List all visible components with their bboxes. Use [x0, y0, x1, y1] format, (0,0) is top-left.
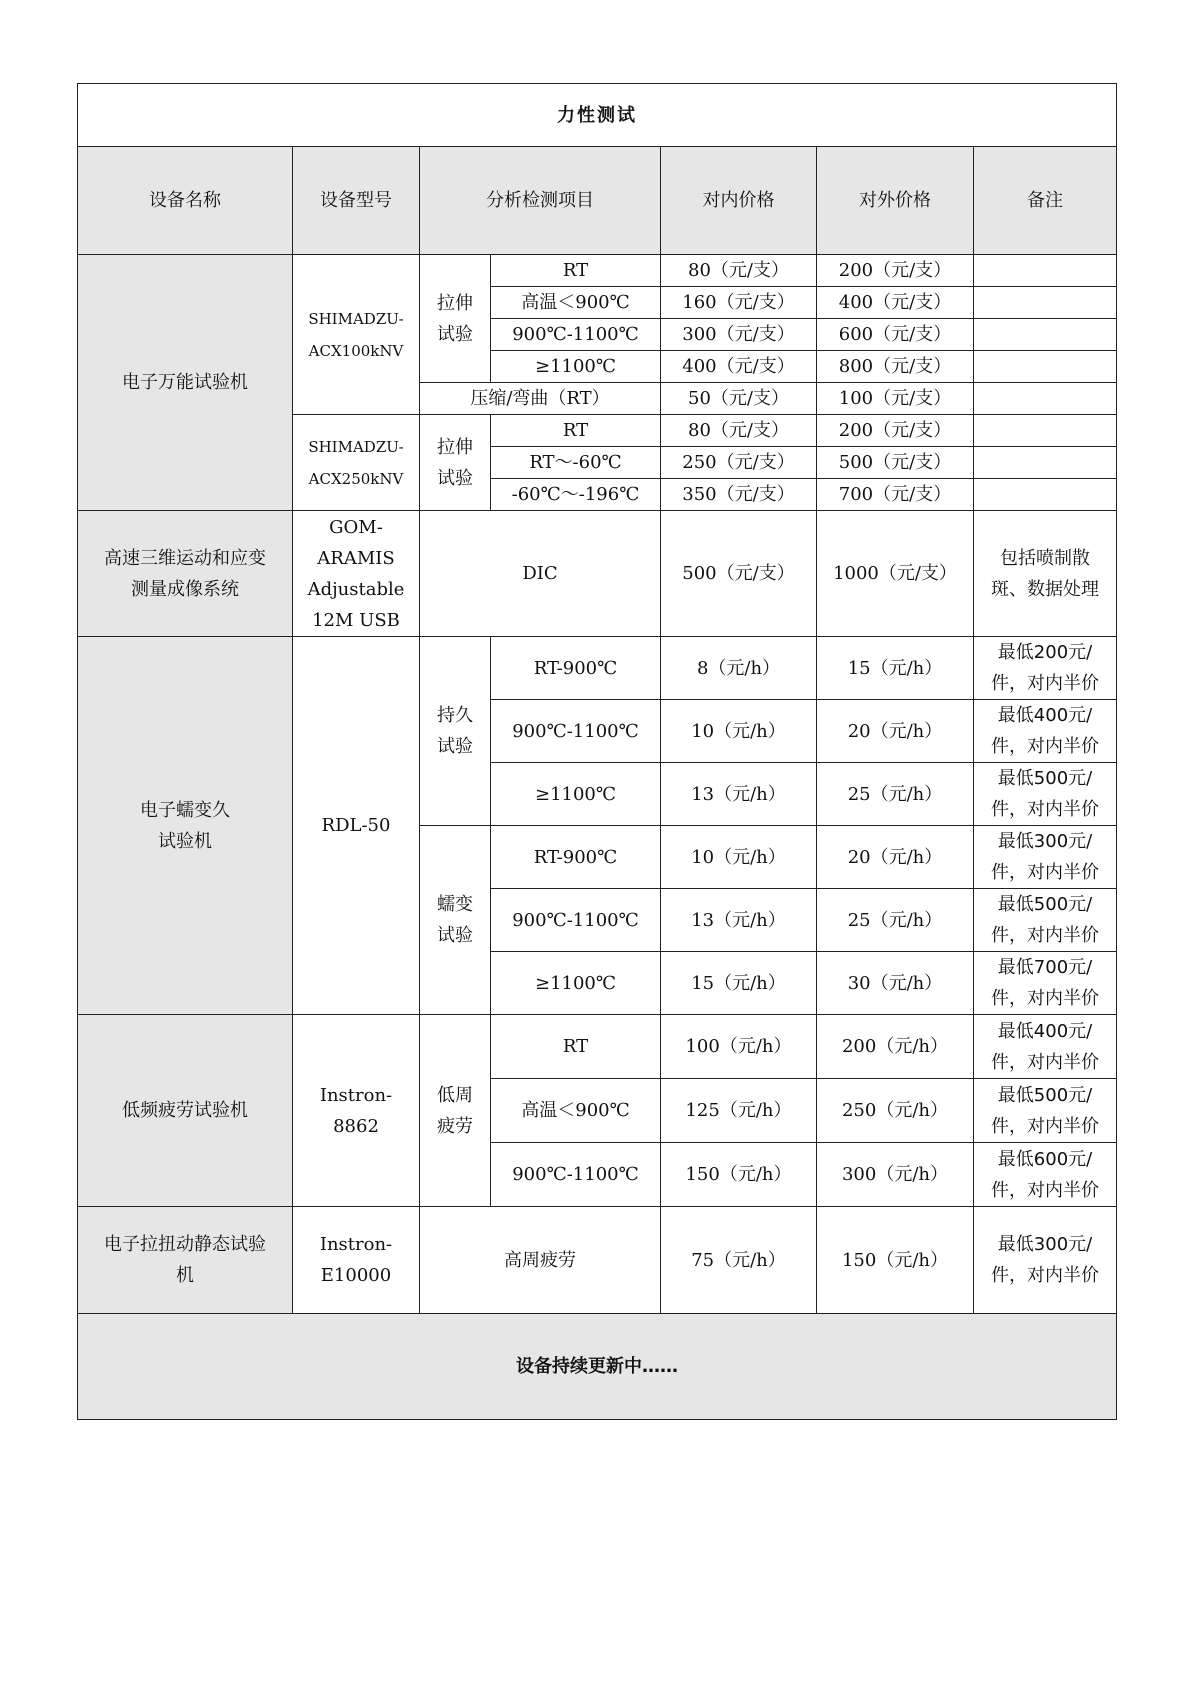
- price-internal: 400（元/支）: [661, 351, 817, 383]
- equipment-name: 电子拉扭动静态试验 机: [78, 1207, 293, 1314]
- price-external: 20（元/h）: [817, 700, 974, 763]
- equipment-name: 电子蠕变久 试验机: [78, 637, 293, 1015]
- price-external: 25（元/h）: [817, 763, 974, 826]
- table-row: [78, 1207, 1117, 1314]
- note: [974, 351, 1117, 383]
- header-note: 备注: [974, 147, 1117, 255]
- note: [974, 287, 1117, 319]
- table-row: [78, 255, 1117, 287]
- equipment-model: RDL-50: [293, 637, 420, 1015]
- price-external: 700（元/支）: [817, 479, 974, 511]
- test-category: 低周 疲劳: [420, 1015, 491, 1207]
- test-item: DIC: [420, 511, 661, 637]
- price-table: [77, 83, 1117, 1420]
- price-external: 800（元/支）: [817, 351, 974, 383]
- header-row: [78, 147, 1117, 255]
- test-item: -60℃～-196℃: [491, 479, 661, 511]
- price-internal: 125（元/h）: [661, 1079, 817, 1143]
- note: 最低300元/ 件，对内半价: [974, 1207, 1117, 1314]
- test-category: 拉伸 试验: [420, 255, 491, 383]
- equipment-name: 电子万能试验机: [78, 255, 293, 511]
- note: 最低600元/ 件，对内半价: [974, 1143, 1117, 1207]
- table-row: [78, 1015, 1117, 1079]
- header-name: 设备名称: [78, 147, 293, 255]
- note: 最低700元/ 件，对内半价: [974, 952, 1117, 1015]
- note: 最低500元/ 件，对内半价: [974, 763, 1117, 826]
- note: [974, 255, 1117, 287]
- test-item: 900℃-1100℃: [491, 319, 661, 351]
- test-item: 压缩/弯曲（RT）: [420, 383, 661, 415]
- note: [974, 415, 1117, 447]
- price-internal: 13（元/h）: [661, 763, 817, 826]
- equipment-name: 高速三维运动和应变 测量成像系统: [78, 511, 293, 637]
- price-internal: 80（元/支）: [661, 415, 817, 447]
- table-row: [78, 637, 1117, 700]
- price-internal: 75（元/h）: [661, 1207, 817, 1314]
- price-internal: 10（元/h）: [661, 700, 817, 763]
- price-external: 1000（元/支）: [817, 511, 974, 637]
- price-internal: 8（元/h）: [661, 637, 817, 700]
- note: [974, 319, 1117, 351]
- price-internal: 50（元/支）: [661, 383, 817, 415]
- price-internal: 250（元/支）: [661, 447, 817, 479]
- test-item: RT: [491, 255, 661, 287]
- header-model: 设备型号: [293, 147, 420, 255]
- table-row: [78, 511, 1117, 637]
- note: 最低400元/ 件，对内半价: [974, 700, 1117, 763]
- test-category: 拉伸 试验: [420, 415, 491, 511]
- test-item: 高温＜900℃: [491, 287, 661, 319]
- price-internal: 13（元/h）: [661, 889, 817, 952]
- test-item: RT-900℃: [491, 637, 661, 700]
- note: 包括喷制散 斑、数据处理: [974, 511, 1117, 637]
- test-item: RT: [491, 1015, 661, 1079]
- price-external: 250（元/h）: [817, 1079, 974, 1143]
- price-internal: 100（元/h）: [661, 1015, 817, 1079]
- price-internal: 350（元/支）: [661, 479, 817, 511]
- test-item: RT: [491, 415, 661, 447]
- equipment-model: Instron- E10000: [293, 1207, 420, 1314]
- test-item: 900℃-1100℃: [491, 1143, 661, 1207]
- header-price-out: 对外价格: [817, 147, 974, 255]
- note: [974, 383, 1117, 415]
- page-title: 力性测试: [78, 84, 1117, 147]
- price-external: 100（元/支）: [817, 383, 974, 415]
- price-internal: 150（元/h）: [661, 1143, 817, 1207]
- test-item: 900℃-1100℃: [491, 700, 661, 763]
- header-price-in: 对内价格: [661, 147, 817, 255]
- price-external: 300（元/h）: [817, 1143, 974, 1207]
- equipment-model: SHIMADZU- ACX100kNV: [293, 255, 420, 415]
- price-external: 20（元/h）: [817, 826, 974, 889]
- test-item: 900℃-1100℃: [491, 889, 661, 952]
- price-internal: 15（元/h）: [661, 952, 817, 1015]
- note: 最低300元/ 件，对内半价: [974, 826, 1117, 889]
- price-external: 25（元/h）: [817, 889, 974, 952]
- price-external: 600（元/支）: [817, 319, 974, 351]
- note: [974, 447, 1117, 479]
- price-external: 15（元/h）: [817, 637, 974, 700]
- price-external: 400（元/支）: [817, 287, 974, 319]
- price-internal: 300（元/支）: [661, 319, 817, 351]
- equipment-model: GOM- ARAMIS Adjustable 12M USB: [293, 511, 420, 637]
- equipment-model: Instron- 8862: [293, 1015, 420, 1207]
- price-external: 200（元/h）: [817, 1015, 974, 1079]
- test-item: 高温＜900℃: [491, 1079, 661, 1143]
- price-external: 150（元/h）: [817, 1207, 974, 1314]
- test-item: ≥1100℃: [491, 351, 661, 383]
- price-internal: 160（元/支）: [661, 287, 817, 319]
- test-item: ≥1100℃: [491, 763, 661, 826]
- price-external: 500（元/支）: [817, 447, 974, 479]
- price-external: 200（元/支）: [817, 415, 974, 447]
- equipment-name: 低频疲劳试验机: [78, 1015, 293, 1207]
- footer-note: 设备持续更新中……: [78, 1314, 1117, 1420]
- equipment-model: SHIMADZU- ACX250kNV: [293, 415, 420, 511]
- note: [974, 479, 1117, 511]
- note: 最低400元/ 件，对内半价: [974, 1015, 1117, 1079]
- price-internal: 10（元/h）: [661, 826, 817, 889]
- test-category: 蠕变 试验: [420, 826, 491, 1015]
- test-item: RT-900℃: [491, 826, 661, 889]
- test-item: ≥1100℃: [491, 952, 661, 1015]
- price-external: 200（元/支）: [817, 255, 974, 287]
- test-item: 高周疲劳: [420, 1207, 661, 1314]
- test-item: RT～-60℃: [491, 447, 661, 479]
- note: 最低500元/ 件，对内半价: [974, 889, 1117, 952]
- test-category: 持久 试验: [420, 637, 491, 826]
- note: 最低500元/ 件，对内半价: [974, 1079, 1117, 1143]
- price-internal: 500（元/支）: [661, 511, 817, 637]
- price-internal: 80（元/支）: [661, 255, 817, 287]
- price-external: 30（元/h）: [817, 952, 974, 1015]
- header-item: 分析检测项目: [420, 147, 661, 255]
- note: 最低200元/ 件，对内半价: [974, 637, 1117, 700]
